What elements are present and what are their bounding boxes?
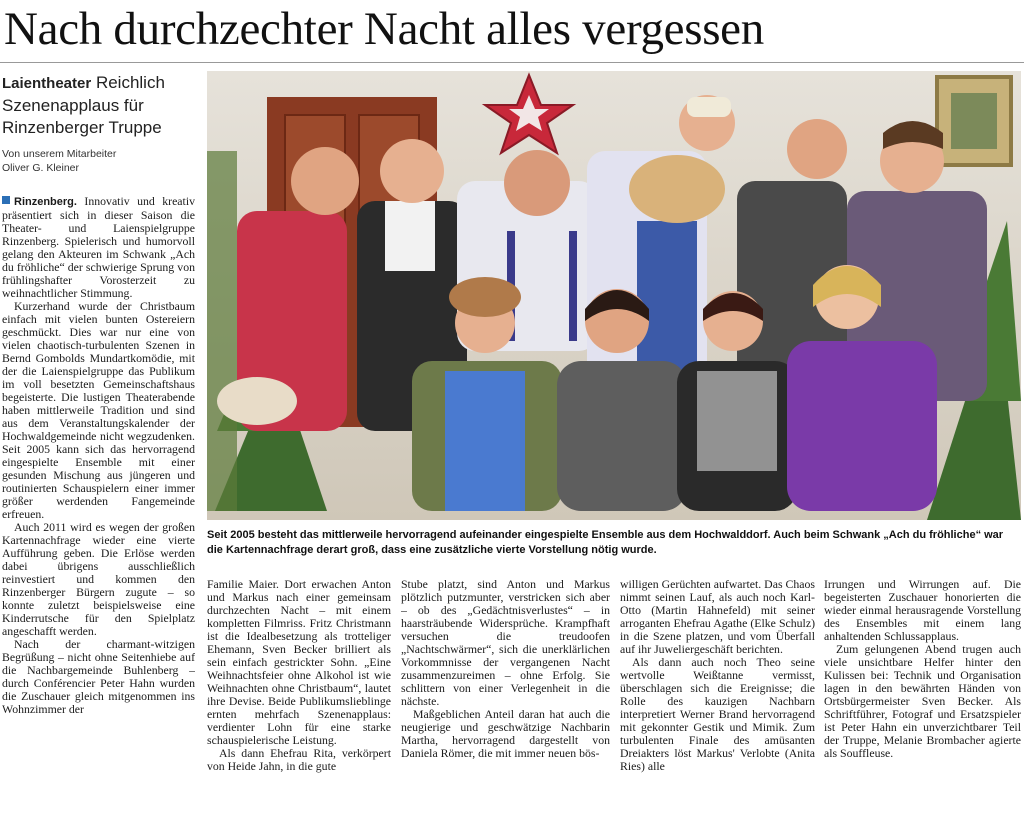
byline-author: Oliver G. Kleiner <box>2 162 80 174</box>
paragraph: Auch 2011 wird es wegen der großen Kartennachfrage wieder eine vierte Aufführung geben. Die Erlöse werden dabei übrigens ausschließlich reinvestiert und kommen den Rinzenberger Bürgern zugute – so konnte zuletzt beispielsweise eine Kinderrutsche für den Spielplatz angeschafft werden. <box>2 520 195 638</box>
ensemble-photo-illustration <box>207 71 1021 520</box>
paragraph: Nach der charmant-witzigen Begrüßung – nicht ohne Seitenhiebe auf die Nachbargemeinde Buhlenberg – durch Conférencier Peter Hahn wurden die Zuschauer gleich mitgenommen ins Wohnzimmer der <box>2 637 195 716</box>
article-column-1 <box>2 195 195 805</box>
paragraph <box>2 195 195 300</box>
paragraph: Kurzerhand wurde der Christbaum einfach mit vielen bunten Ostereiern geschmückt. Dies war nur eine von vielen chaotisch-turbulenten Szenen in Bernd Gombolds Mundartkomödie, mit der die Laienspielgruppe das Publikum im voll besetzten Gemeinschaftshaus begeisterte. Die lustigen Theaterabende haben mittlerweile Tradition und sind aus dem Veranstaltungskalender der Hochwaldgemeinde nicht wegzudenken. Seit 2005 kann sich das hervorragend eingespielte Ensemble mit einer gesunden Mischung aus jüngeren und routinierten Schauspielern einer immer größer werdenden Fangemeinde erfreuen. <box>2 299 195 521</box>
article-column-5 <box>824 578 1021 806</box>
article-column-3 <box>401 578 610 806</box>
article-column-4 <box>620 578 815 806</box>
byline-line1: Von unserem Mitarbeiter <box>2 148 117 160</box>
ensemble-photo <box>207 71 1021 520</box>
paragraph: Zum gelungenen Abend trugen auch viele unsichtbare Helfer hinter den Kulissen bei: Technik und Organisation lagen in den bewährten Händen von Ortsbürgermeister Sven Becker. Als Schriftführer, Fotograf und Ersatzspieler ist Peter Hahn ein unverzichtbarer Teil der Truppe, Melanie Brombacher agierte als Souffleuse. <box>824 642 1021 760</box>
article-column-2 <box>207 578 391 806</box>
byline <box>2 147 197 175</box>
paragraph: Maßgeblichen Anteil daran hat auch die neugierige und geschwätzige Nachbarin Martha, hervorragend dargestellt von Daniela Römer, die mit immer neuen bös- <box>401 707 610 760</box>
kicker-label: Laientheater <box>2 75 92 92</box>
kicker <box>2 72 197 139</box>
paragraph: Als dann auch noch Theo seine wertvolle Weißtanne vermisst, überschlagen sich die Ereignisse; die Rolle des kauzigen Nachbarn interpretiert Werner Brand hervorragend mit gekonnter Gestik und Mimik. Zum turbulenten Finale des amüsanten Dreiakters löst Markus' Verlobte (Anita Ries) alle <box>620 655 815 773</box>
paragraph: Irrungen und Wirrungen auf. Die begeisterten Zuschauer honorierten die wieder einmal herausragende Vorstellung des Ensembles mit einem lang anhaltenden Schlussapplaus. <box>824 578 1021 643</box>
location-marker-icon <box>2 196 10 204</box>
paragraph: Als dann Ehefrau Rita, verkörpert von Heide Jahn, in die gute <box>207 746 391 773</box>
article-headline: Nach durchzechter Nacht alles vergessen <box>4 3 764 55</box>
paragraph: Familie Maier. Dort erwachen Anton und Markus nach einer gemeinsam durchzechten Nacht – mit einem kompletten Filmriss. Fritz Christmann ist die Idealbesetzung als trotteliger Ehemann, Sven Becker brilliert als sein einfach gestrickter Sohn. „Eine Weihnachtsfeier ohne Alkohol ist wie Weihnachten ohne Christbaum“, lautet ihre Devise. Beide Publikumslieblinge ernten mehrfach Szenenapplaus: verdienter Lohn für eine starke schauspielerische Leistung. <box>207 578 391 747</box>
paragraph-text: Innovativ und kreativ präsentiert sich in dieser Saison die Theater- und Laienspielgruppe Rinzenberg. Spielerisch und humorvoll gelang den Akteuren im Schwank „Ach du fröhliche“ der schwierige Sprung von frühlingshafter Vorosterzeit zu weihnachtlicher Stimmung. <box>2 195 195 300</box>
article-intro <box>2 72 197 175</box>
location: Rinzenberg. <box>14 196 77 208</box>
paragraph: Stube platzt, sind Anton und Markus plötzlich putzmunter, verstricken sich aber – ob des „Gedächtnisverlustes“ – in haarsträubende Widersprüche. Krampfhaft versuchen die treudoofen „Nachtschwärmer“, sich die unerklärlichen Vorkommnisse der vergangenen Nacht zusammenzureimen – ohne Erfolg. Sie schlittern von einer Verlegenheit in die nächste. <box>401 578 610 708</box>
headline-rule <box>0 62 1024 63</box>
photo-caption: Seit 2005 besteht das mittlerweile hervorragend aufeinander eingespielte Ensemble aus dem Hochwalddorf. Auch beim Schwank „Ach du fröhliche“ war die Kartennachfrage derart groß, dass eine zusätzliche vierte Vorstellung nötig wurde. <box>207 529 1004 556</box>
paragraph: willigen Gerüchten aufwartet. Das Chaos nimmt seinen Lauf, als auch noch Karl-Otto (Martin Hahnefeld) mit seiner arroganten Ehefrau Agathe (Elke Schulz) in die Szene platzen, und vom Überfall auf ihr Juweliergeschäft berichten. <box>620 578 815 656</box>
kicker-text: Reichlich Szenenapplaus für Rinzenberger Truppe <box>2 73 165 137</box>
